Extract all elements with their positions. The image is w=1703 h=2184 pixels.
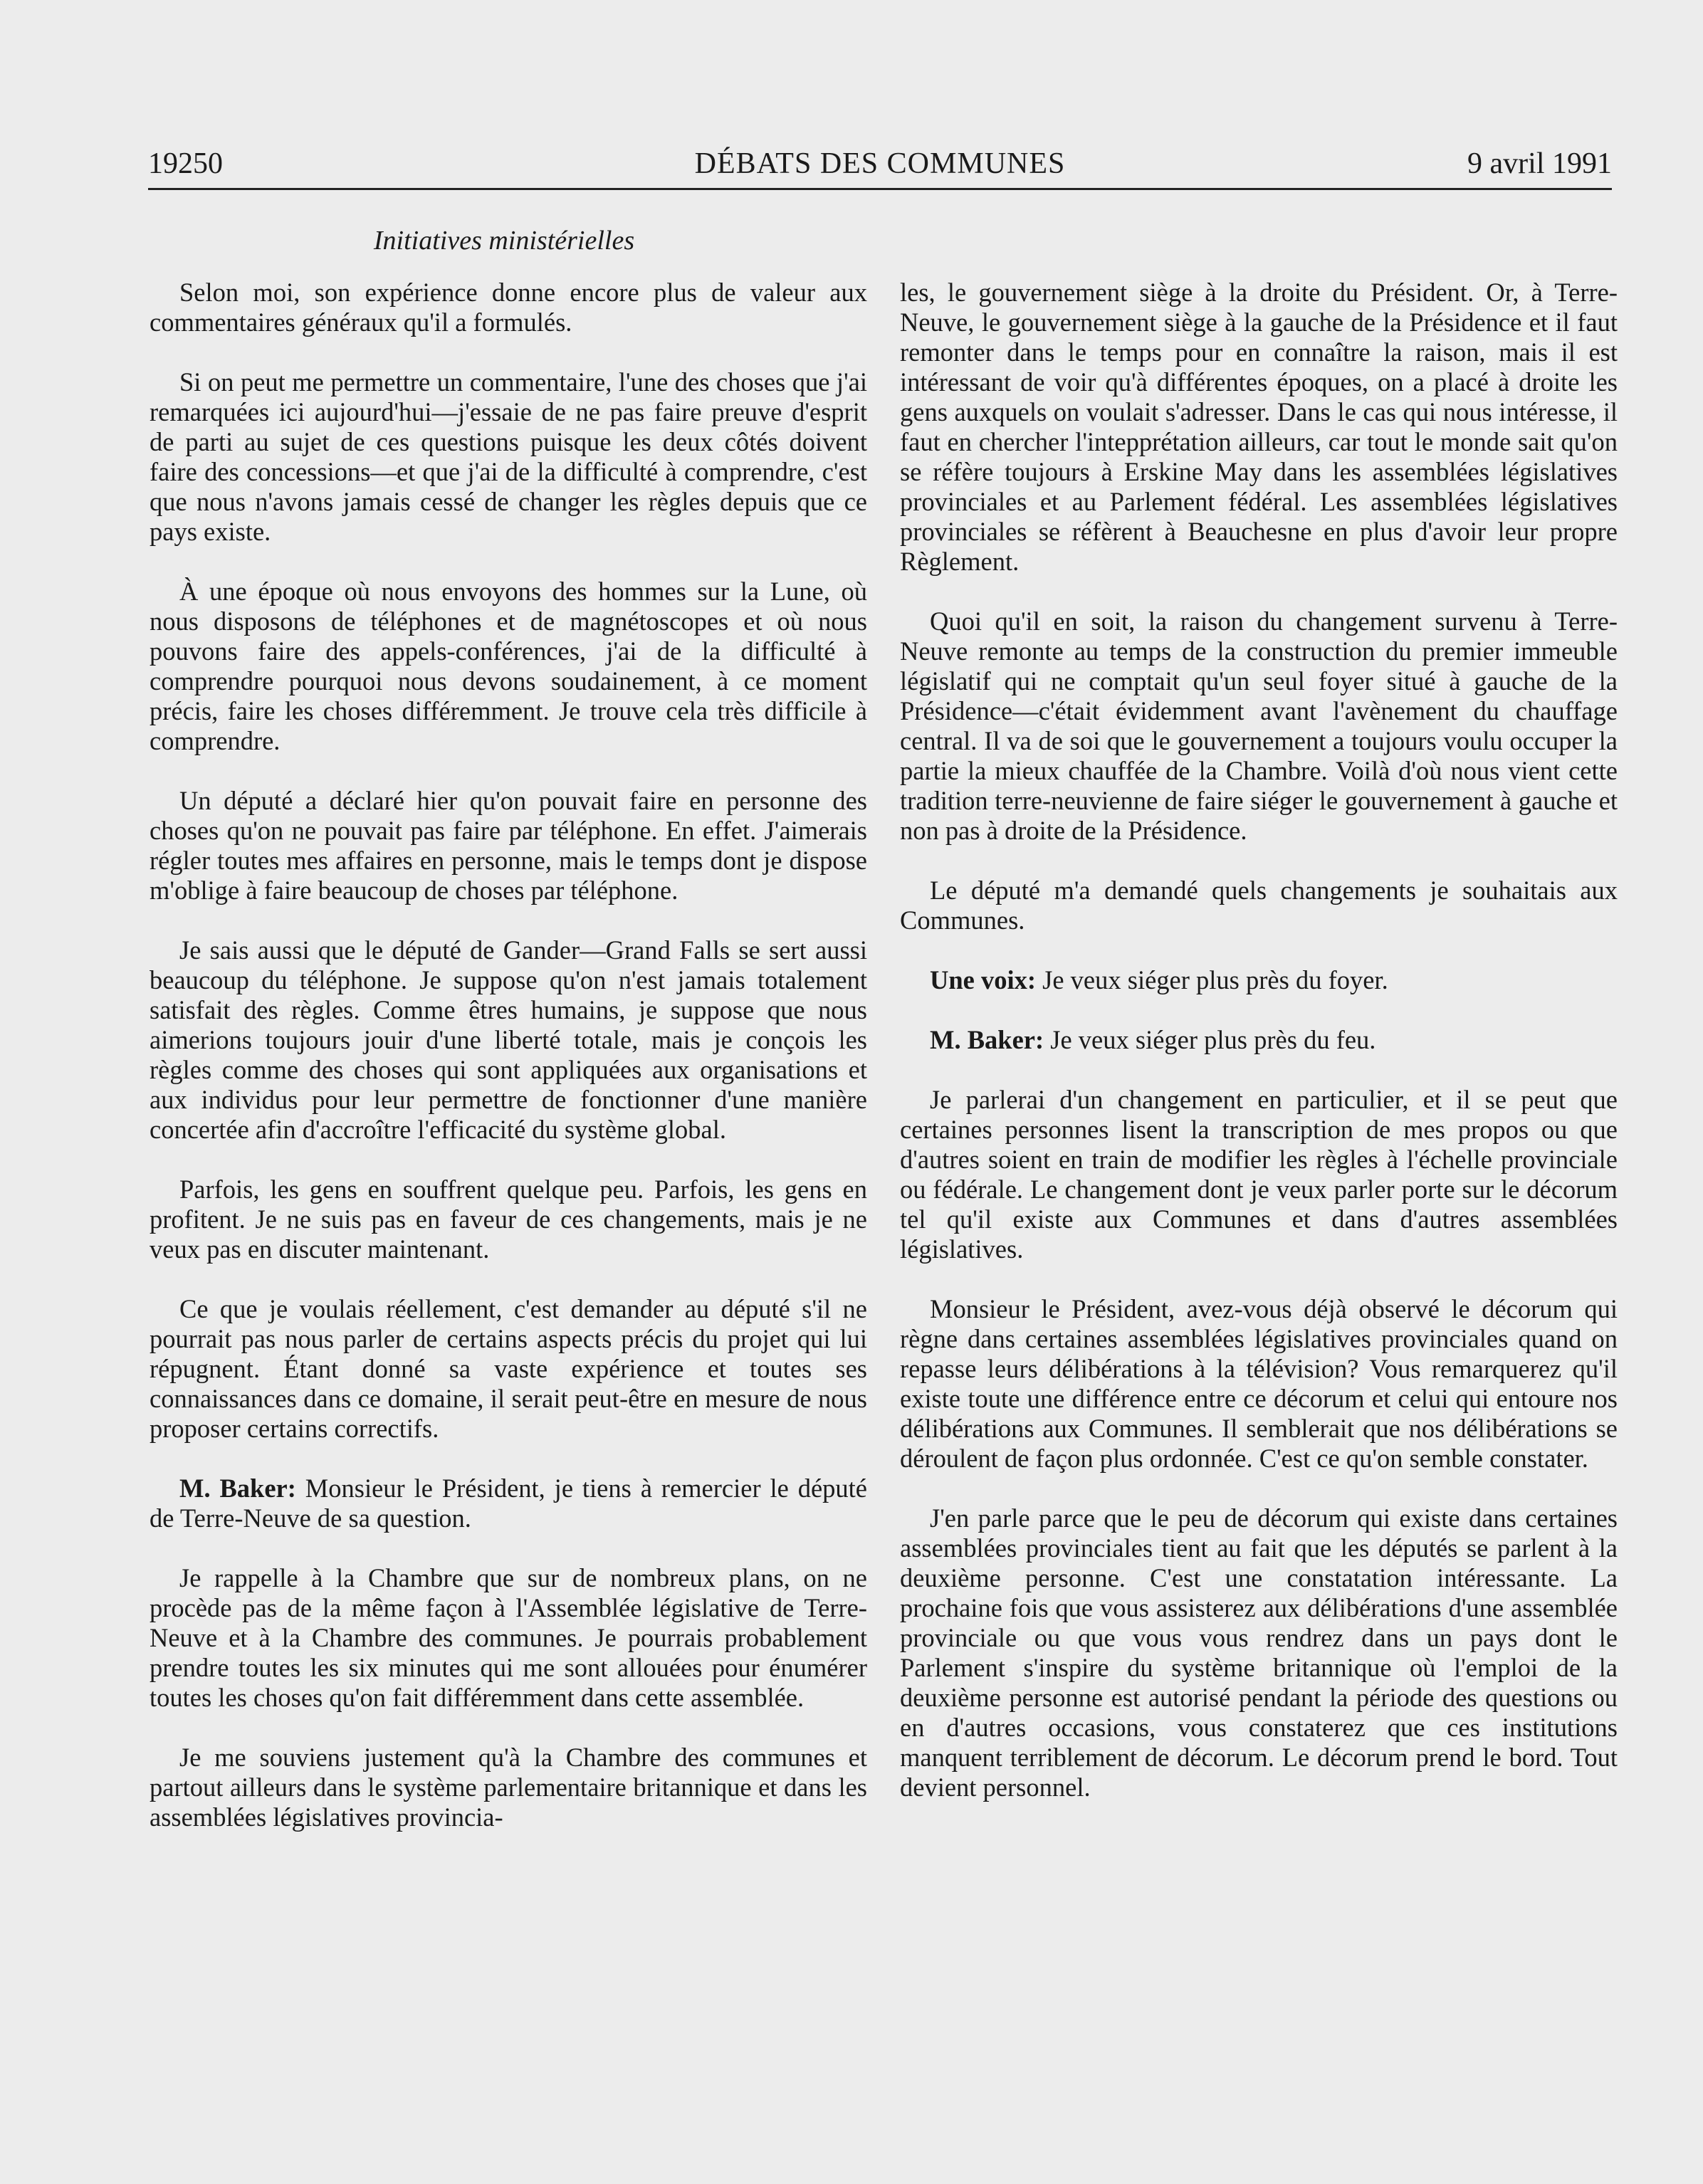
paragraph: Je me souviens justement qu'à la Chambre des communes et partout ailleurs dans le système parlementaire britannique et dans les assemblées législatives provincia- (150, 1743, 867, 1832)
paragraph: Je parlerai d'un changement en particulier, et il se peut que certaines personnes lisent la transcription de mes propos ou que d'autres soient en train de modifier les règles à l'échelle provinciale ou fédérale. Le changement dont je veux parler porte sur le décorum tel qu'il existe aux Communes et dans d'autres assemblées législatives. (900, 1085, 1618, 1264)
paragraph: Monsieur le Président, avez-vous déjà observé le décorum qui règne dans certaines assemblées législatives provinciales quand on repasse leurs délibérations à la télévision? Vous remarquerez qu'il existe toute une différence entre ce décorum et celui qui entoure nos délibérations aux Communes. Il semblerait que nos délibérations se déroulent de façon plus ordonnée. C'est ce qu'on semble constater. (900, 1294, 1618, 1473)
publication-title: DÉBATS DES COMMUNES (694, 147, 1066, 180)
paragraph-continued: les, le gouvernement siège à la droite du Président. Or, à Terre-Neuve, le gouvernement siège à la gauche de la Présidence et il faut remonter dans le temps pour en connaître la raison, mais il est intéressant de voir qu'à différentes époques, on a placé à droite les gens auxquels on voulait s'adresser. Dans le cas qui nous intéresse, il faut en chercher l'intepprétation ailleurs, car tout le monde sait qu'on se réfère toujours à Erskine May dans les assemblées législatives provinciales et au Parlement fédéral. Les assemblées législatives provinciales se réfèrent à Beauchesne en plus d'avoir leur propre Règlement. (900, 278, 1618, 576)
page-date: 9 avril 1991 (1467, 147, 1612, 180)
paragraph: Selon moi, son expérience donne encore plus de valeur aux commentaires généraux qu'il a formulés. (150, 278, 867, 337)
speaker-name: M. Baker: (179, 1474, 296, 1503)
speech-text: Je veux siéger plus près du feu. (1044, 1025, 1376, 1054)
page-number: 19250 (148, 147, 223, 180)
right-column (900, 278, 1618, 1802)
speech-text: Je veux siéger plus près du foyer. (1036, 965, 1388, 994)
paragraph: À une époque où nous envoyons des hommes sur la Lune, où nous disposons de téléphones et de magnétoscopes et où nous pouvons faire des appels-conférences, j'ai de la difficulté à comprendre pourquoi nous devons soudainement, à ce moment précis, faire les choses différemment. Je trouve cela très difficile à comprendre. (150, 577, 867, 755)
section-title: Initiatives ministérielles (373, 226, 635, 256)
speaker-name: M. Baker: (930, 1025, 1044, 1054)
speaker-name: Une voix: (930, 965, 1037, 994)
paragraph: Le député m'a demandé quels changements je souhaitais aux Communes. (900, 876, 1618, 935)
page-header (148, 142, 1612, 190)
speech-text: Monsieur le Président, je tiens à remercier le député de Terre-Neuve de sa question. (150, 1474, 868, 1533)
paragraph: Si on peut me permettre un commentaire, l'une des choses que j'ai remarquées ici aujourd'hui—j'essaie de ne pas faire preuve d'esprit de parti au sujet de ces questions puisque les deux côtés doivent faire des concessions—et que j'ai de la difficulté à comprendre, c'est que nous n'avons jamais cessé de changer les règles depuis que ce pays existe. (150, 367, 867, 546)
paragraph: Parfois, les gens en souffrent quelque peu. Parfois, les gens en profitent. Je ne suis pas en faveur de ces changements, mais je ne veux pas en discuter maintenant. (150, 1175, 867, 1264)
paragraph: Quoi qu'il en soit, la raison du changement survenu à Terre-Neuve remonte au temps de la construction du premier immeuble législatif qui ne comptait qu'un seul foyer situé à gauche de la Présidence—c'était évidemment avant l'avènement du chauffage central. Il va de soi que le gouvernement a toujours voulu occuper la partie la mieux chauffée de la Chambre. Voilà d'où nous vient cette tradition terre-neuvienne de faire siéger le gouvernement à gauche et non pas à droite de la Présidence. (900, 607, 1618, 845)
speech-paragraph (900, 1025, 1618, 1055)
left-column (150, 278, 867, 1832)
paragraph: J'en parle parce que le peu de décorum qui existe dans certaines assemblées provinciales tient au fait que les députés se parlent à la deuxième personne. C'est une constatation intéressante. La prochaine fois que vous assisterez aux délibérations d'une assemblée provinciale ou que vous vous rendrez dans un pays dont le Parlement s'inspire du système britannique où l'emploi de la deuxième personne est autorisé pendant la période des questions ou en d'autres occasions, vous constaterez que ces institutions manquent terriblement de décorum. Le décorum prend le bord. Tout devient personnel. (900, 1503, 1618, 1802)
paragraph: Je rappelle à la Chambre que sur de nombreux plans, on ne procède pas de la même façon à l'Assemblée législative de Terre-Neuve et à la Chambre des communes. Je pourrais probablement prendre toutes les six minutes qui me sont allouées pour énumérer toutes les choses qu'on fait différemment dans cette assemblée. (150, 1563, 867, 1712)
speech-paragraph (900, 965, 1618, 995)
paragraph: Un député a déclaré hier qu'on pouvait faire en personne des choses qu'on ne pouvait pas faire par téléphone. En effet. J'aimerais régler toutes mes affaires en personne, mais le temps dont je dispose m'oblige à faire beaucoup de choses par téléphone. (150, 786, 867, 905)
paragraph: Ce que je voulais réellement, c'est demander au député s'il ne pourrait pas nous parler de certains aspects précis du projet qui lui répugnent. Étant donné sa vaste expérience et toutes ses connaissances dans ce domaine, il serait peut-être en mesure de nous proposer certains correctifs. (150, 1294, 867, 1443)
speech-paragraph (150, 1474, 867, 1533)
paragraph: Je sais aussi que le député de Gander—Grand Falls se sert aussi beaucoup du téléphone. Je suppose qu'on n'est jamais totalement satisfait des règles. Comme êtres humains, je suppose que nous aimerions toujours jouir d'une liberté totale, mais je conçois les règles comme des choses qui sont appliquées aux organisations et aux individus pour leur permettre de fonctionner d'une manière concertée afin d'accroître l'efficacité du système global. (150, 935, 867, 1144)
